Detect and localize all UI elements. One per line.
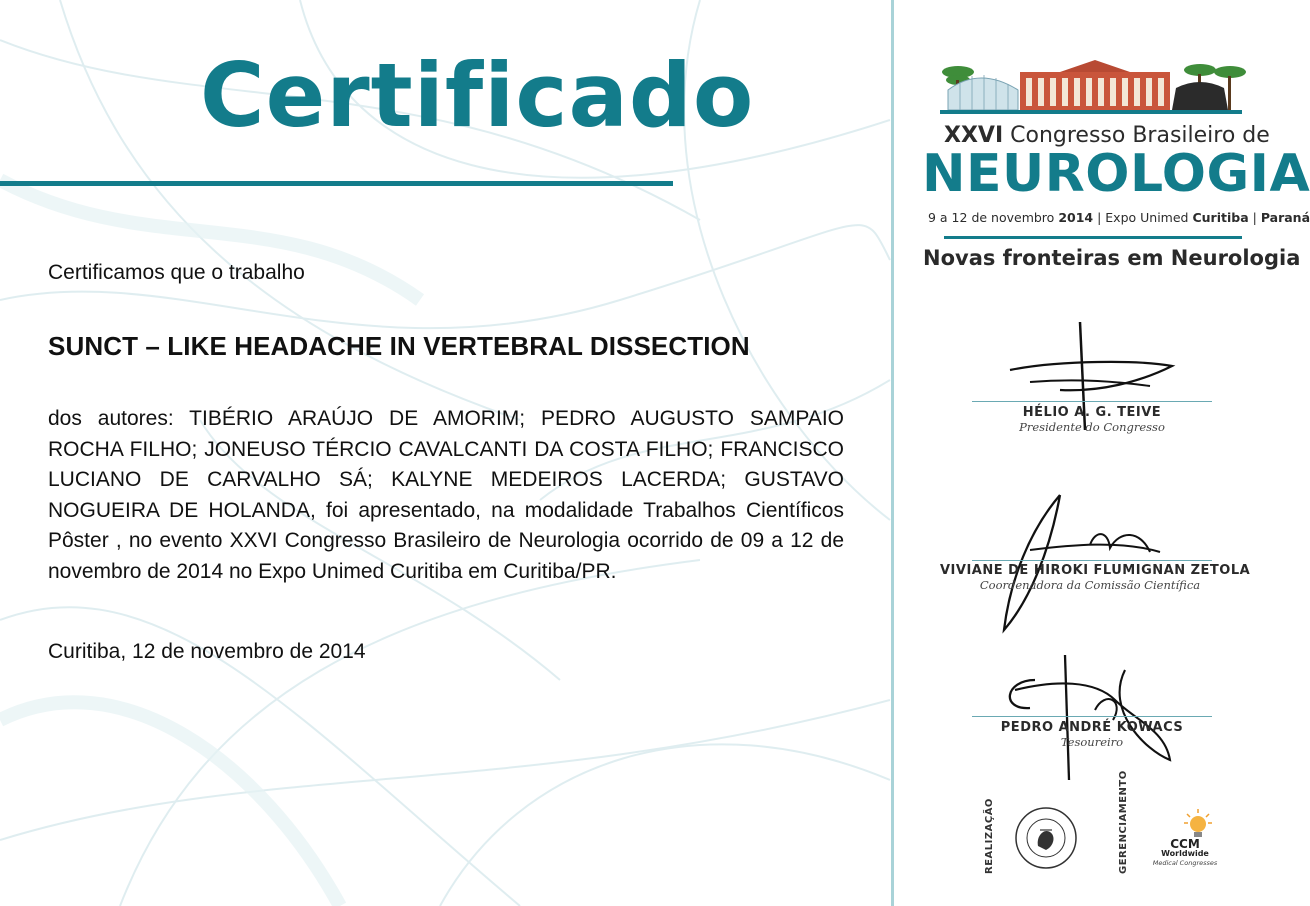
title-underline [0, 181, 673, 186]
gerenciamento-label: GERENCIAMENTO [1118, 770, 1129, 874]
signature-3-line [972, 716, 1212, 717]
congress-label: Congresso Brasileiro de [1010, 123, 1270, 148]
signature-3-name: PEDRO ANDRÉ KOWACS [1000, 720, 1184, 735]
event-venue: Expo Unimed [1105, 210, 1189, 225]
signature-3-scribble [995, 650, 1180, 785]
column-divider [891, 0, 894, 906]
signature-2 [940, 563, 1251, 592]
work-title: SUNCT – LIKE HEADACHE IN VERTEBRAL DISSECTION [48, 331, 750, 361]
event-year: 2014 [1058, 210, 1094, 225]
signature-1-line [972, 401, 1212, 402]
signature-3 [972, 720, 1212, 749]
signature-1-role: Presidente do Congresso [1019, 420, 1165, 434]
congress-name: NEUROLOGIA [922, 144, 1310, 204]
intro-text: Certificamos que o trabalho [48, 261, 305, 284]
signature-2-line [972, 560, 1212, 561]
signature-1-name: HÉLIO A. G. TEIVE [1022, 405, 1162, 420]
event-state: Paraná [1260, 210, 1310, 225]
place-date: Curitiba, 12 de novembro de 2014 [48, 640, 366, 663]
signature-2-name: VIVIANE DE HIROKI FLUMIGNAN ZETOLA [940, 563, 1251, 578]
ccm-sub: Worldwide [1161, 849, 1209, 858]
signature-1 [972, 405, 1212, 434]
logo-underline [944, 236, 1242, 239]
realizacao-label: REALIZAÇÃO [984, 798, 995, 874]
certificate-title: Certificado [200, 44, 755, 147]
authors-paragraph: dos autores: TIBÉRIO ARAÚJO DE AMORIM; PEDRO AUGUSTO SAMPAIO ROCHA FILHO; JONEUSO TÉRCIO CAVALCANTI DA COSTA FILHO; FRANCISCO LUCIANO DE CARVALHO SÁ; KALYNE MEDEIROS LACERDA; GUSTAVO NOGUEIRA DE HOLANDA, foi apresentado, na modalidade Trabalhos Científicos Pôster , no evento XXVI Congresso Brasileiro de Neurologia ocorrido de 09 a 12 de novembro de 2014 no Expo Unimed Curitiba em Curitiba/PR. [48, 407, 844, 583]
edition-label: XXVI [944, 123, 1004, 148]
event-dates: 9 a 12 de novembro [928, 210, 1055, 225]
event-city: Curitiba [1192, 210, 1249, 225]
congress-slogan: Novas fronteiras em Neurologia [923, 246, 1301, 270]
event-date-venue: 9 a 12 de novembro 2014 | Expo Unimed Curitiba | Paraná [928, 210, 1310, 225]
academy-seal-icon [1014, 806, 1078, 870]
ccm-logo [1150, 838, 1220, 867]
signature-2-role: Coordenadora da Comissão Científica [979, 578, 1201, 592]
ccm-sub2: Medical Congresses [1152, 858, 1218, 867]
signature-3-role: Tesoureiro [1060, 735, 1124, 749]
ccm-lightbulb-icon [1183, 808, 1213, 840]
congress-building-illustration [940, 58, 1285, 118]
ccm-name: CCM [1170, 837, 1200, 851]
